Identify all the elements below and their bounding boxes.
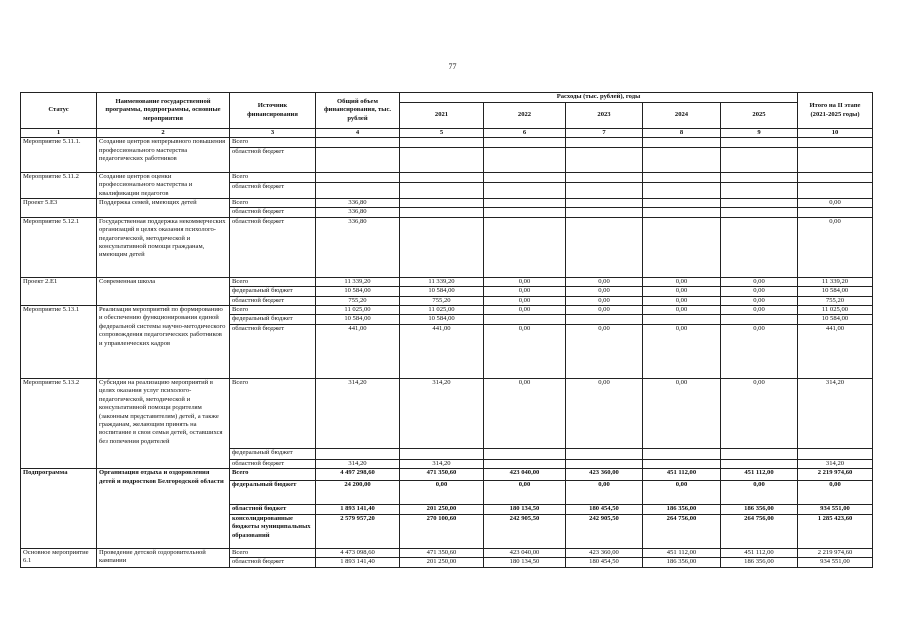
row-name: Субсидия на реализацию мероприятий в целях оказания услуг психолого-педагогической, методической и консультативной помощи родителям (законным представителям) детей, а также гражданам, желающим принять на воспитание в свои семьи детей, оставшихся без попечения родителей	[97, 378, 230, 468]
row-name: Создание центров оценки профессионального мастерства и квалификации педагогов	[97, 172, 230, 198]
row-total-value: 336,80	[316, 217, 400, 277]
column-index: 9	[721, 129, 798, 138]
row-year-value	[484, 208, 566, 217]
row-year-value: 0,00	[721, 324, 798, 378]
row-year-value: 180 134,50	[484, 558, 566, 567]
row-year-value	[566, 217, 643, 277]
row-source: областной бюджет	[230, 558, 316, 567]
row-year-value: 451 112,00	[721, 548, 798, 557]
header-total: Общий объем финансирования, тыс. рублей	[316, 93, 400, 129]
page-number: 77	[448, 62, 457, 71]
row-year-value: 264 756,00	[721, 514, 798, 548]
row-year-value: 0,00	[721, 287, 798, 296]
row-year-value: 11 025,00	[400, 306, 484, 315]
row-year-value	[643, 315, 721, 324]
row-total-value	[316, 138, 400, 147]
row-total-value	[316, 182, 400, 199]
row-name: Проведение детской оздоровительной кампании	[97, 548, 230, 567]
row-year-value: 0,00	[400, 481, 484, 505]
row-year-value: 471 350,60	[400, 469, 484, 481]
column-index: 7	[566, 129, 643, 138]
row-total-value: 441,00	[316, 324, 400, 378]
row-year-value: 180 454,50	[566, 558, 643, 567]
row-year-value	[484, 182, 566, 199]
row-year-value	[643, 217, 721, 277]
row-year-value	[400, 199, 484, 208]
row-year-value: 0,00	[643, 306, 721, 315]
header-source: Источник финансирования	[230, 93, 316, 129]
row-year-value: 0,00	[721, 378, 798, 448]
row-year-value: 0,00	[484, 287, 566, 296]
row-year-value: 0,00	[721, 306, 798, 315]
row-year-value	[484, 199, 566, 208]
header-year: 2024	[643, 103, 721, 129]
row-status: Мероприятие 5.11.2	[21, 172, 97, 198]
row-total-value	[316, 448, 400, 459]
row-year-value	[721, 199, 798, 208]
row-year-value: 0,00	[484, 296, 566, 305]
row-total-value: 10 584,00	[316, 287, 400, 296]
row-year-value	[484, 138, 566, 147]
row-source: областной бюджет	[230, 296, 316, 305]
row-year-value	[721, 448, 798, 459]
row-year-value	[484, 459, 566, 468]
column-index: 4	[316, 129, 400, 138]
row-stage-total-value	[798, 208, 873, 217]
column-index: 6	[484, 129, 566, 138]
row-year-value: 0,00	[566, 324, 643, 378]
column-index: 1	[21, 129, 97, 138]
row-source: областной бюджет	[230, 324, 316, 378]
row-stage-total-value: 0,00	[798, 199, 873, 208]
header-expenses: Расходы (тыс. рублей), годы	[400, 93, 798, 103]
row-status: Мероприятие 5.11.1.	[21, 138, 97, 172]
row-source: Всего	[230, 138, 316, 147]
row-year-value: 0,00	[721, 481, 798, 505]
row-year-value: 0,00	[566, 296, 643, 305]
row-year-value	[566, 315, 643, 324]
row-year-value: 180 454,50	[566, 505, 643, 514]
row-total-value: 11 339,20	[316, 277, 400, 286]
row-year-value: 0,00	[566, 287, 643, 296]
row-year-value	[721, 147, 798, 172]
row-stage-total-value	[798, 172, 873, 182]
row-year-value: 242 905,50	[566, 514, 643, 548]
row-stage-total-value: 11 339,20	[798, 277, 873, 286]
column-index: 8	[643, 129, 721, 138]
row-source: Всего	[230, 378, 316, 448]
row-stage-total-value	[798, 138, 873, 147]
row-source: Всего	[230, 172, 316, 182]
row-year-value	[566, 459, 643, 468]
table-row	[21, 172, 873, 182]
row-year-value: 0,00	[643, 287, 721, 296]
header-year: 2023	[566, 103, 643, 129]
row-total-value	[316, 147, 400, 172]
row-year-value	[566, 208, 643, 217]
row-year-value: 0,00	[643, 277, 721, 286]
row-year-value: 201 250,00	[400, 558, 484, 567]
row-status: Проект 5.Е3	[21, 199, 97, 218]
header-year: 2021	[400, 103, 484, 129]
row-year-value: 423 040,00	[484, 548, 566, 557]
row-year-value: 0,00	[721, 277, 798, 286]
row-total-value: 11 025,00	[316, 306, 400, 315]
row-stage-total-value: 314,20	[798, 459, 873, 468]
row-year-value	[400, 172, 484, 182]
table-row	[21, 548, 873, 557]
row-source: областной бюджет	[230, 208, 316, 217]
row-total-value: 1 893 141,40	[316, 505, 400, 514]
row-source: федеральный бюджет	[230, 315, 316, 324]
row-stage-total-value: 755,20	[798, 296, 873, 305]
row-year-value: 423 040,00	[484, 469, 566, 481]
row-year-value: 423 360,00	[566, 548, 643, 557]
row-source: федеральный бюджет	[230, 287, 316, 296]
row-year-value: 0,00	[721, 296, 798, 305]
row-year-value: 0,00	[643, 378, 721, 448]
table-body	[21, 138, 873, 567]
row-source: областной бюджет	[230, 147, 316, 172]
row-year-value	[643, 172, 721, 182]
row-year-value: 186 356,00	[643, 558, 721, 567]
financing-table	[20, 92, 873, 568]
row-year-value	[566, 147, 643, 172]
table-row	[21, 469, 873, 481]
row-source: Всего	[230, 469, 316, 481]
table-row	[21, 378, 873, 448]
row-year-value	[643, 208, 721, 217]
column-index: 3	[230, 129, 316, 138]
row-year-value	[400, 147, 484, 172]
row-year-value	[643, 147, 721, 172]
row-year-value	[484, 315, 566, 324]
row-year-value	[484, 217, 566, 277]
row-year-value: 0,00	[484, 481, 566, 505]
row-year-value: 242 905,50	[484, 514, 566, 548]
column-index: 10	[798, 129, 873, 138]
row-status: Мероприятие 5.13.1	[21, 306, 97, 379]
row-name: Поддержка семей, имеющих детей	[97, 199, 230, 218]
row-year-value: 10 584,00	[400, 315, 484, 324]
row-year-value	[643, 138, 721, 147]
row-year-value	[566, 448, 643, 459]
row-source: областной бюджет	[230, 217, 316, 277]
row-year-value: 441,00	[400, 324, 484, 378]
row-stage-total-value: 2 219 974,60	[798, 469, 873, 481]
row-stage-total-value: 0,00	[798, 481, 873, 505]
row-status: Основное мероприятие 6.1	[21, 548, 97, 567]
table-row	[21, 306, 873, 315]
row-stage-total-value: 1 285 423,60	[798, 514, 873, 548]
row-source: областной бюджет	[230, 182, 316, 199]
row-year-value	[484, 147, 566, 172]
column-index: 5	[400, 129, 484, 138]
row-total-value: 1 893 141,40	[316, 558, 400, 567]
row-year-value	[643, 182, 721, 199]
column-index: 2	[97, 129, 230, 138]
row-year-value	[721, 315, 798, 324]
row-stage-total-value: 0,00	[798, 217, 873, 277]
row-total-value: 336,80	[316, 208, 400, 217]
row-year-value	[484, 172, 566, 182]
row-stage-total-value	[798, 448, 873, 459]
row-year-value: 270 100,60	[400, 514, 484, 548]
row-year-value	[721, 138, 798, 147]
table-row	[21, 217, 873, 277]
row-total-value: 24 200,00	[316, 481, 400, 505]
row-total-value: 314,20	[316, 378, 400, 448]
row-year-value	[566, 182, 643, 199]
row-total-value: 4 497 298,60	[316, 469, 400, 481]
header-stage-total: Итого на II этапе (2021-2025 годы)	[798, 93, 873, 129]
row-source: Всего	[230, 548, 316, 557]
row-name: Государственная поддержка некоммерческих организаций в целях оказания психолого-педагогической, методической и консультативной помощи гражданам, имеющим детей	[97, 217, 230, 277]
row-year-value: 423 360,00	[566, 469, 643, 481]
row-year-value: 0,00	[484, 277, 566, 286]
header-status: Статус	[21, 93, 97, 129]
row-year-value	[721, 217, 798, 277]
row-year-value	[643, 459, 721, 468]
row-year-value: 314,20	[400, 459, 484, 468]
row-stage-total-value: 934 551,00	[798, 558, 873, 567]
row-year-value: 186 356,00	[643, 505, 721, 514]
row-year-value: 0,00	[643, 324, 721, 378]
row-year-value	[566, 199, 643, 208]
row-year-value	[643, 448, 721, 459]
row-source: областной бюджет	[230, 505, 316, 514]
row-total-value: 314,20	[316, 459, 400, 468]
row-status: Мероприятие 5.12.1	[21, 217, 97, 277]
row-stage-total-value: 11 025,00	[798, 306, 873, 315]
row-year-value	[400, 448, 484, 459]
row-year-value	[484, 448, 566, 459]
row-year-value: 0,00	[566, 378, 643, 448]
row-source: консолидированные бюджеты муниципальных образований	[230, 514, 316, 548]
row-stage-total-value: 2 219 974,60	[798, 548, 873, 557]
row-source: федеральный бюджет	[230, 448, 316, 459]
table-row	[21, 277, 873, 286]
row-name: Создание центров непрерывного повышения профессионального мастерства педагогических работников	[97, 138, 230, 172]
row-year-value: 451 112,00	[721, 469, 798, 481]
row-total-value: 4 473 098,60	[316, 548, 400, 557]
row-status: Проект 2.Е1	[21, 277, 97, 305]
row-year-value: 11 339,20	[400, 277, 484, 286]
row-stage-total-value	[798, 182, 873, 199]
row-stage-total-value: 934 551,00	[798, 505, 873, 514]
row-stage-total-value	[798, 147, 873, 172]
row-stage-total-value: 314,20	[798, 378, 873, 448]
row-total-value	[316, 172, 400, 182]
header-year: 2025	[721, 103, 798, 129]
row-source: Всего	[230, 199, 316, 208]
row-year-value	[400, 182, 484, 199]
header-year: 2022	[484, 103, 566, 129]
row-name: Реализация мероприятий по формированию и обеспечению функционирования единой федеральной системы научно-методического сопровождения педагогических работников и управленческих кадров	[97, 306, 230, 379]
row-year-value	[566, 138, 643, 147]
row-year-value	[721, 182, 798, 199]
row-year-value: 471 350,60	[400, 548, 484, 557]
row-year-value: 0,00	[566, 481, 643, 505]
row-stage-total-value: 10 584,00	[798, 287, 873, 296]
row-year-value	[400, 138, 484, 147]
row-year-value: 180 134,50	[484, 505, 566, 514]
row-source: областной бюджет	[230, 459, 316, 468]
row-source: федеральный бюджет	[230, 481, 316, 505]
row-total-value: 2 579 957,20	[316, 514, 400, 548]
row-year-value	[721, 172, 798, 182]
row-status: Мероприятие 5.13.2	[21, 378, 97, 468]
row-source: Всего	[230, 306, 316, 315]
row-year-value: 0,00	[643, 296, 721, 305]
row-year-value: 264 756,00	[643, 514, 721, 548]
row-year-value	[566, 172, 643, 182]
row-year-value: 314,20	[400, 378, 484, 448]
row-year-value: 0,00	[566, 277, 643, 286]
row-year-value: 201 250,00	[400, 505, 484, 514]
row-year-value	[721, 459, 798, 468]
row-name: Организация отдыха и оздоровления детей и подростков Белгородской области	[97, 469, 230, 548]
row-year-value: 186 356,00	[721, 505, 798, 514]
row-total-value: 336,80	[316, 199, 400, 208]
row-year-value	[643, 199, 721, 208]
row-stage-total-value: 441,00	[798, 324, 873, 378]
row-year-value: 451 112,00	[643, 469, 721, 481]
table-row	[21, 138, 873, 147]
row-year-value: 0,00	[643, 481, 721, 505]
row-year-value: 0,00	[566, 306, 643, 315]
row-year-value: 186 356,00	[721, 558, 798, 567]
row-year-value: 451 112,00	[643, 548, 721, 557]
column-index-row	[21, 129, 873, 138]
row-year-value	[721, 208, 798, 217]
row-stage-total-value: 10 584,00	[798, 315, 873, 324]
row-year-value: 0,00	[484, 306, 566, 315]
row-total-value: 755,20	[316, 296, 400, 305]
row-year-value	[400, 208, 484, 217]
header-name: Наименование государственной программы, подпрограммы, основные мероприятия	[97, 93, 230, 129]
row-name: Современная школа	[97, 277, 230, 305]
row-year-value: 0,00	[484, 324, 566, 378]
table-row	[21, 199, 873, 208]
row-status: Подпрограмма	[21, 469, 97, 548]
row-source: Всего	[230, 277, 316, 286]
row-year-value	[400, 217, 484, 277]
row-year-value: 0,00	[484, 378, 566, 448]
row-total-value: 10 584,00	[316, 315, 400, 324]
row-year-value: 755,20	[400, 296, 484, 305]
row-year-value: 10 584,00	[400, 287, 484, 296]
